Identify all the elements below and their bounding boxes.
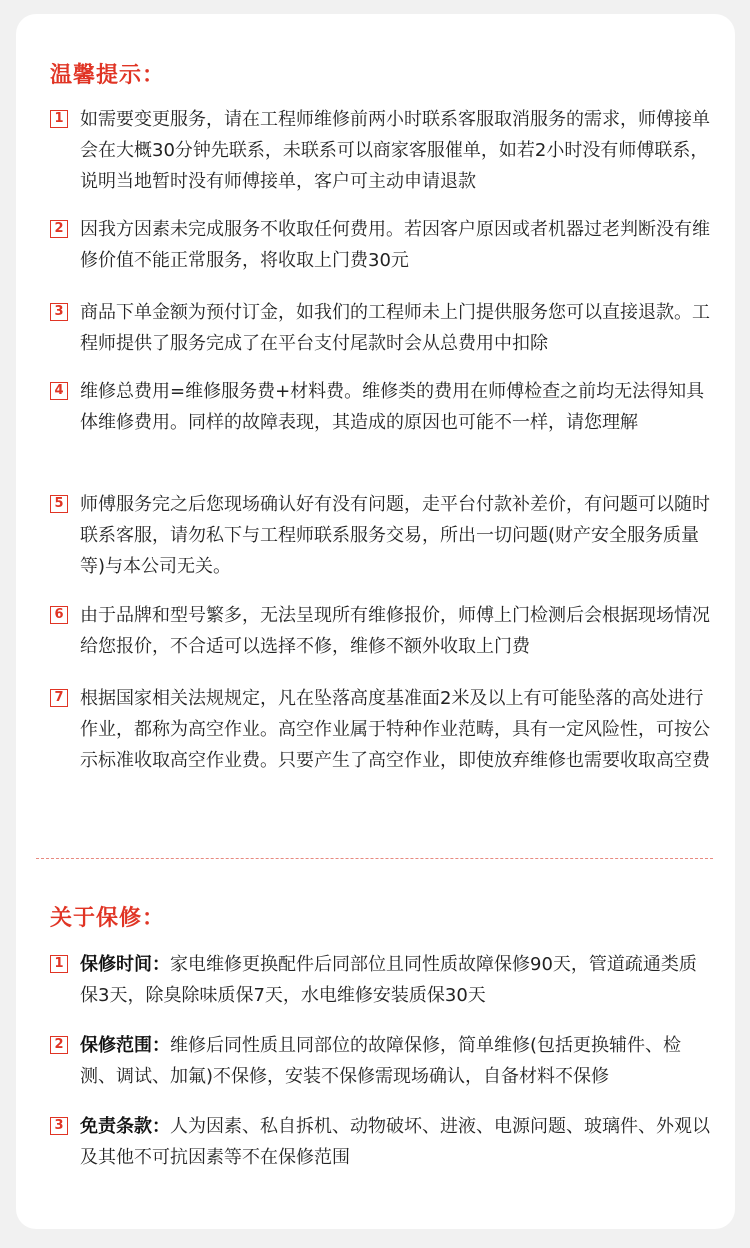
- warranty-item-2: [50, 1030, 710, 1092]
- warranty-body: 家电维修更换配件后同部位且同性质故障保修90天，管道疏通类质保3天，除臭除味质保7天，水电维修安装质保30天: [80, 954, 697, 1006]
- tip-number-badge: 3: [50, 303, 68, 321]
- tip-item-3: [50, 297, 710, 359]
- tips-title: 温馨提示：: [50, 63, 166, 88]
- warranty-number-badge: 3: [50, 1117, 68, 1135]
- tip-number-badge: 5: [50, 495, 68, 513]
- section-divider: [36, 858, 713, 859]
- warranty-text: [80, 949, 710, 1011]
- warranty-number-badge: 1: [50, 955, 68, 973]
- warranty-text: [80, 1030, 710, 1092]
- tip-number-badge: 4: [50, 382, 68, 400]
- tip-text: 根据国家相关法规规定，凡在坠落高度基准面2米及以上有可能坠落的高处进行作业，都称为高空作业。高空作业属于特种作业范畴，具有一定风险性，可按公示标准收取高空作业费。只要产生了高空作业，即使放弃维修也需要收取高空费: [80, 688, 710, 771]
- warranty-item-3: [50, 1111, 710, 1173]
- notice-card: [16, 14, 735, 1229]
- tip-item-5: [50, 489, 710, 582]
- tip-text: 由于品牌和型号繁多，无法呈现所有维修报价，师傅上门检测后会根据现场情况给您报价，不合适可以选择不修，维修不额外收取上门费: [80, 605, 710, 657]
- warranty-text: [80, 1111, 710, 1173]
- tip-item-2: [50, 214, 710, 276]
- tip-number-badge: 7: [50, 689, 68, 707]
- warranty-title: 关于保修：: [50, 906, 166, 931]
- warranty-lead: 免责条款：: [80, 1116, 170, 1137]
- tip-item-1: [50, 104, 710, 197]
- tip-number-badge: 2: [50, 220, 68, 238]
- tip-text: 商品下单金额为预付订金，如我们的工程师未上门提供服务您可以直接退款。工程师提供了服务完成了在平台支付尾款时会从总费用中扣除: [80, 302, 710, 354]
- tip-number-badge: 6: [50, 606, 68, 624]
- tip-text: 维修总费用=维修服务费+材料费。维修类的费用在师傅检查之前均无法得知具体维修费用。同样的故障表现，其造成的原因也可能不一样，请您理解: [80, 381, 705, 433]
- tip-item-4: [50, 376, 710, 438]
- warranty-lead: 保修范围：: [80, 1035, 170, 1056]
- tip-text: 如需要变更服务，请在工程师维修前两小时联系客服取消服务的需求，师傅接单会在大概30分钟先联系，未联系可以商家客服催单，如若2小时没有师傅联系，说明当地暂时没有师傅接单，客户可主动申请退款: [80, 109, 710, 192]
- warranty-lead: 保修时间：: [80, 954, 170, 975]
- tip-item-6: [50, 600, 710, 662]
- warranty-number-badge: 2: [50, 1036, 68, 1054]
- tip-item-7: [50, 683, 710, 776]
- warranty-item-1: [50, 949, 710, 1011]
- tip-text: 师傅服务完之后您现场确认好有没有问题，走平台付款补差价，有问题可以随时联系客服，请勿私下与工程师联系服务交易，所出一切问题(财产安全服务质量等)与本公司无关。: [80, 494, 710, 577]
- warranty-body: 维修后同性质且同部位的故障保修，简单维修(包括更换辅件、检测、调试、加氟)不保修，安装不保修需现场确认，自备材料不保修: [80, 1035, 682, 1087]
- tip-number-badge: 1: [50, 110, 68, 128]
- warranty-body: 人为因素、私自拆机、动物破坏、进液、电源问题、玻璃件、外观以及其他不可抗因素等不在保修范围: [80, 1116, 710, 1168]
- tip-text: 因我方因素未完成服务不收取任何费用。若因客户原因或者机器过老判断没有维修价值不能正常服务，将收取上门费30元: [80, 219, 710, 271]
